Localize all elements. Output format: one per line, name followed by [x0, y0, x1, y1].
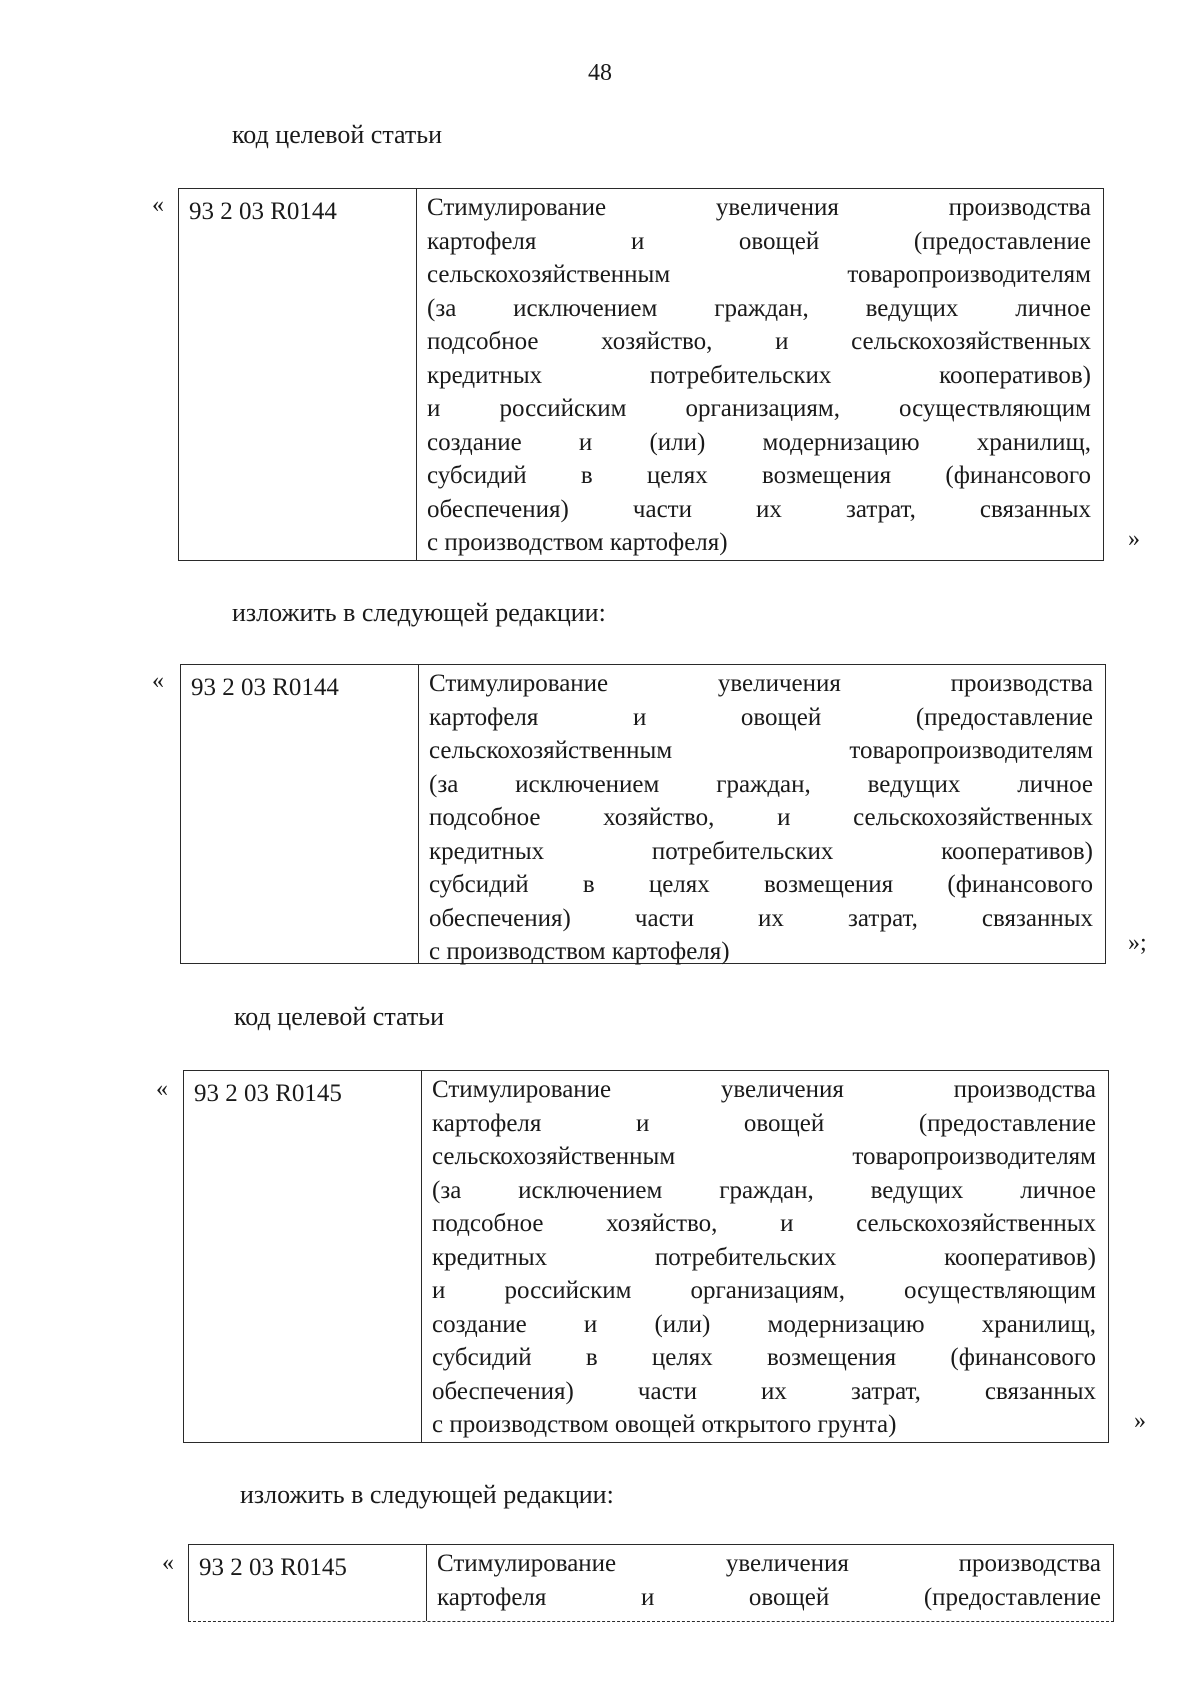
description-line: субсидий в целях возмещения (финансового [429, 871, 1093, 898]
article-description [417, 189, 1103, 560]
description-line: сельскохозяйственным товаропроизводителям [432, 1143, 1096, 1170]
article-code: 93 2 03 R0144 [179, 189, 417, 560]
close-quote: » [1128, 526, 1140, 552]
target-article-table [188, 1544, 1114, 1622]
description-line: субсидий в целях возмещения (финансового [427, 462, 1091, 489]
description-line: обеспечения) части их затрат, связанных [429, 904, 1093, 932]
description-line: и российским организациям, осуществляющим [432, 1277, 1096, 1304]
description-line: (за исключением граждан, ведущих личное [427, 294, 1091, 322]
close-quote: »; [1128, 930, 1147, 956]
description-line: подсобное хозяйство, и сельскохозяйственных [427, 328, 1091, 355]
description-line: кредитных потребительских кооперативов) [427, 361, 1091, 389]
description-line: создание и (или) модернизацию хранилищ, [427, 428, 1091, 456]
target-article-table [183, 1070, 1109, 1443]
description-line: (за исключением граждан, ведущих личное [432, 1176, 1096, 1204]
description-line: обеспечения) части их затрат, связанных [432, 1377, 1096, 1405]
section-label: код целевой статьи [234, 1002, 444, 1031]
description-line: картофеля и овощей (предоставление [427, 227, 1091, 255]
open-quote: « [152, 668, 164, 694]
article-description [427, 1545, 1113, 1621]
open-quote: « [156, 1076, 168, 1102]
open-quote: « [152, 192, 164, 218]
section-label: код целевой статьи [232, 120, 442, 149]
description-line: (за исключением граждан, ведущих личное [429, 770, 1093, 798]
description-line: с производством картофеля) [427, 529, 728, 556]
target-article-table [178, 188, 1104, 561]
open-quote: « [162, 1550, 174, 1576]
description-line: подсобное хозяйство, и сельскохозяйственных [432, 1210, 1096, 1237]
section-label: изложить в следующей редакции: [240, 1480, 614, 1509]
description-line: сельскохозяйственным товаропроизводителям [429, 737, 1093, 764]
description-line: кредитных потребительских кооперативов) [429, 837, 1093, 865]
close-quote: » [1134, 1408, 1146, 1434]
target-article-table [180, 664, 1106, 964]
article-code: 93 2 03 R0144 [181, 665, 419, 963]
description-line: кредитных потребительских кооперативов) [432, 1243, 1096, 1271]
description-line: и российским организациям, осуществляющим [427, 395, 1091, 422]
article-description [422, 1071, 1108, 1442]
article-description [419, 665, 1105, 963]
section-label: изложить в следующей редакции: [232, 598, 606, 627]
description-line: картофеля и овощей (предоставление [432, 1109, 1096, 1137]
description-line: субсидий в целях возмещения (финансового [432, 1344, 1096, 1371]
description-line: картофеля и овощей (предоставление [429, 703, 1093, 731]
description-line: Стимулирование увеличения производства [437, 1550, 1101, 1577]
description-line: сельскохозяйственным товаропроизводителям [427, 261, 1091, 288]
description-line: картофеля и овощей (предоставление [437, 1583, 1101, 1611]
description-line: с производством овощей открытого грунта) [432, 1411, 897, 1438]
description-line: создание и (или) модернизацию хранилищ, [432, 1310, 1096, 1338]
article-code: 93 2 03 R0145 [184, 1071, 422, 1442]
article-code: 93 2 03 R0145 [189, 1545, 427, 1621]
description-line: Стимулирование увеличения производства [432, 1076, 1096, 1103]
description-line: Стимулирование увеличения производства [427, 194, 1091, 221]
description-line: подсобное хозяйство, и сельскохозяйственных [429, 804, 1093, 831]
description-line: обеспечения) части их затрат, связанных [427, 495, 1091, 523]
description-line: с производством картофеля) [429, 938, 730, 965]
page-number: 48 [588, 60, 612, 86]
description-line: Стимулирование увеличения производства [429, 670, 1093, 697]
